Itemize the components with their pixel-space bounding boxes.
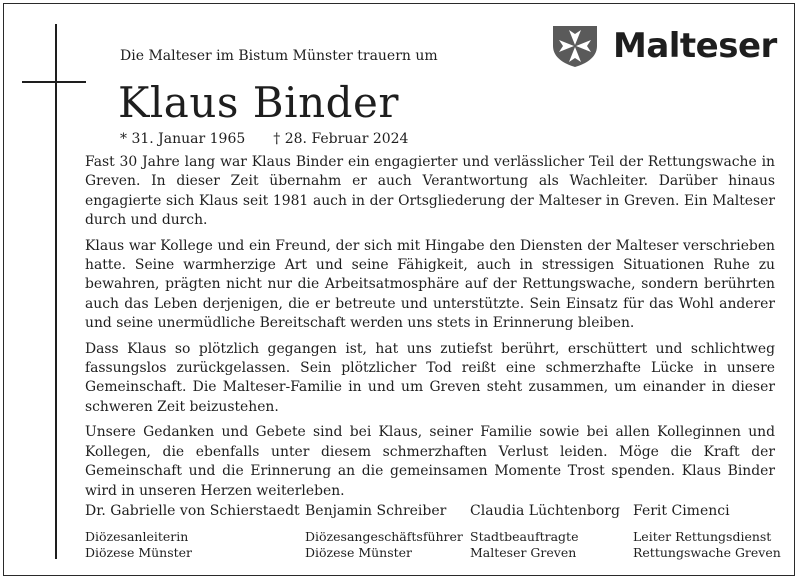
signatory-name: Claudia Lüchtenborg [470,503,620,519]
paragraph: Klaus war Kollege und ein Freund, der sich mit Hingabe den Diensten der Malteser verschrieben hatte. Seine warmherzige Art und seine Fähigkeit, auch in stressigen Situationen Ruhe zu bewahren, prägten nicht nur die Arbeitsatmosphäre auf der Rettungswache, sondern berührten auch das Leben derjenigen, die er betreute und unterstützte. Sein Einsatz für das Wohl anderer und seine unermüdliche Bereitschaft werden uns stets in Erinnerung bleiben. [85,237,775,332]
obituary-text [85,153,775,501]
signatory-org: Diözese Münster [85,545,193,560]
paragraph: Fast 30 Jahre lang war Klaus Binder ein engagierter und verlässlicher Teil der Rettungswache in Greven. In dieser Zeit übernahm er auch Verantwortung als Wachleiter. Darüber hinaus engagierte sich Klaus seit 1981 auch in der Ortsgliederung der Malteser in Greven. Ein Malteser durch und durch. [85,154,775,229]
paragraph: Unsere Gedanken und Gebete sind bei Klaus, seiner Familie sowie bei allen Kolleginnen und Kollegen, die ebenfalls unter diesem schmerzhaften Verlust leiden. Möge die Kraft der Gemeinschaft und die Erinnerung an die gemeinsamen Momente Trost spenden. Klaus Binder wird in unseren Herzen weiterleben. [85,424,775,499]
signatory-org: Diözese Münster [305,545,413,560]
signatory-org: Rettungswache Greven [633,545,781,560]
logo-wordmark: Malteser [613,26,777,66]
birth-date: * 31. Januar 1965 [120,131,246,147]
malteser-logo [551,24,777,68]
signatory-name: Ferit Cimenci [633,503,730,519]
signatory-name: Dr. Gabrielle von Schierstaedt [85,503,300,519]
intro-line: Die Malteser im Bistum Münster trauern um [120,48,438,64]
death-date: † 28. Februar 2024 [273,131,409,147]
signatory-role: Stadtbeauftragte [470,529,579,544]
signatory-role: Leiter Rettungsdienst [633,529,772,544]
signatory [85,502,300,561]
signatory [470,502,620,561]
deceased-name: Klaus Binder [118,78,399,127]
signatory-name: Benjamin Schreiber [305,503,447,519]
memorial-cross-vertical [55,24,57,559]
maltese-cross-shield-icon [551,24,599,68]
signatory-role: Diözesanleiterin [85,529,189,544]
life-dates [120,131,408,147]
paragraph: Dass Klaus so plötzlich gegangen ist, hat uns zutiefst berührt, erschüttert und schlichtweg fassungslos zurückgelassen. Sein plötzlicher Tod reißt eine schmerzhafte Lücke in unsere Gemeinschaft. Die Malteser-Familie in und um Greven steht zusammen, um einander in dieser schweren Zeit beizustehen. [85,340,775,415]
signatory-role: Diözesangeschäftsführer [305,529,463,544]
memorial-cross-horizontal [22,81,86,83]
signatory-org: Malteser Greven [470,545,577,560]
signatory [305,502,463,561]
signatory [633,502,781,561]
